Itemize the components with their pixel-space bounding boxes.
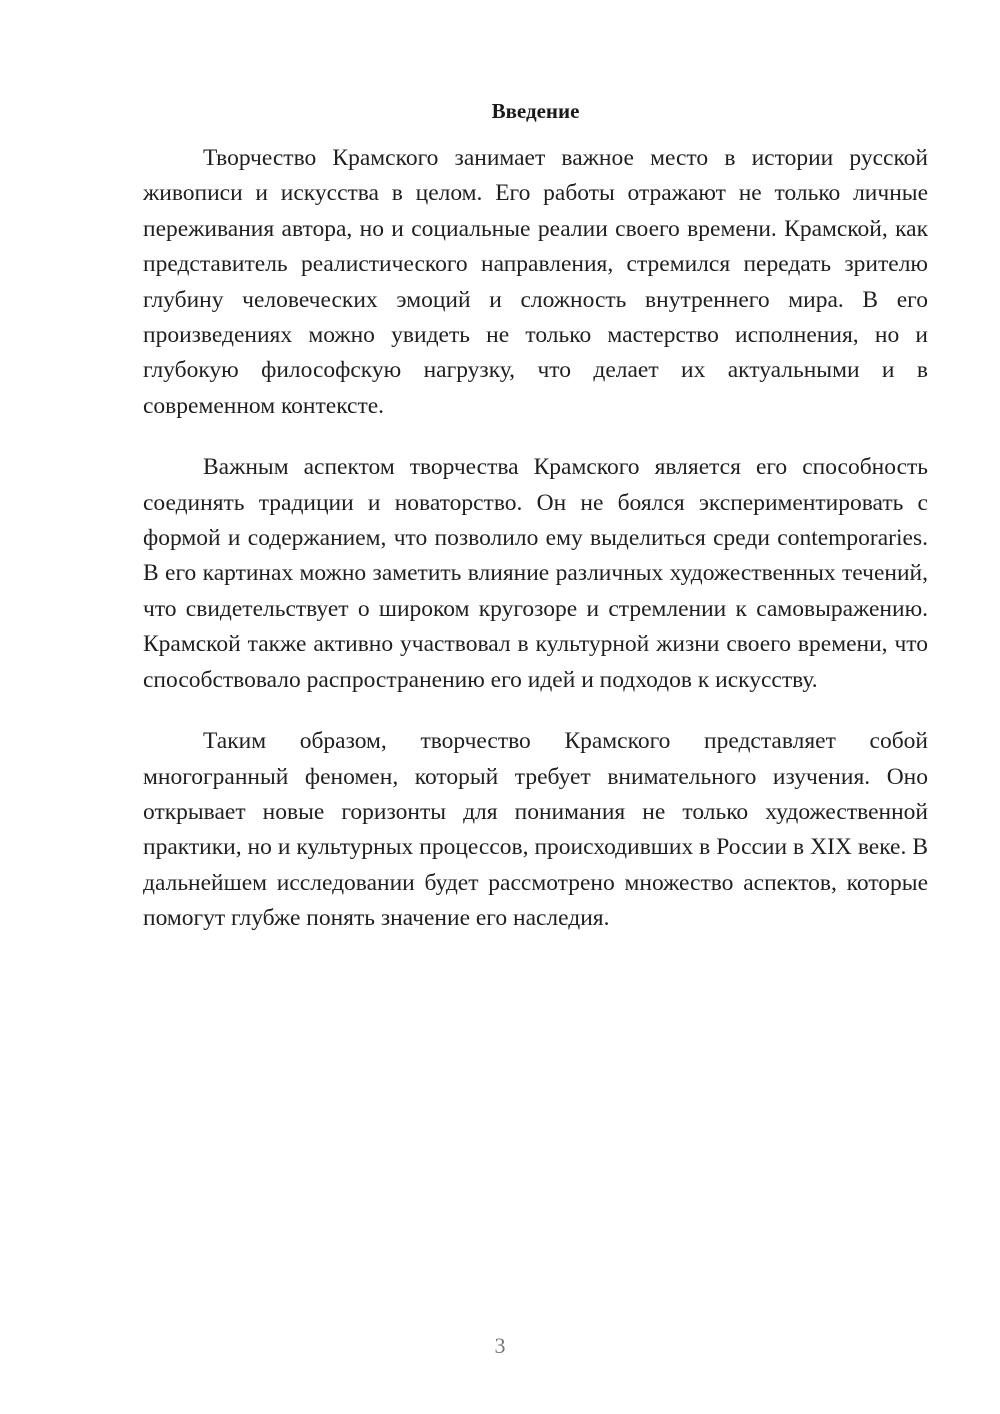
- page-number: 3: [494, 1333, 506, 1358]
- paragraph-2: Важным аспектом творчества Крамского является его способность соединять традиции и новаторство. Он не боялся экспериментировать с формой и содержанием, что позволило ему выделиться среди contemporaries. В его картинах можно заметить влияние различных художественных течений, что свидетельствует о широком кругозоре и стремлении к самовыражению. Крамской также активно участвовал в культурной жизни своего времени, что способствовало распространению его идей и подходов к искусству.: [143, 454, 928, 693]
- document-body: [143, 95, 928, 963]
- section-heading: Введение: [491, 99, 580, 123]
- paragraph-1: Творчество Крамского занимает важное место в истории русской живописи и искусства в целом. Его работы отражают не только личные переживания автора, но и социальные реалии своего времени. Крамской, как представитель реалистического направления, стремился передать зрителю глубину человеческих эмоций и сложность внутреннего мира. В его произведениях можно увидеть не только мастерство исполнения, но и глубокую философскую нагрузку, что делает их актуальными и в современном контексте.: [143, 145, 928, 419]
- paragraph-3: Таким образом, творчество Крамского представляет собой многогранный феномен, который требует внимательного изучения. Оно открывает новые горизонты для понимания не только художественной практики, но и культурных процессов, происходивших в России в XIX веке. В дальнейшем исследовании будет рассмотрено множество аспектов, которые помогут глубже понять значение его наследия.: [143, 728, 928, 932]
